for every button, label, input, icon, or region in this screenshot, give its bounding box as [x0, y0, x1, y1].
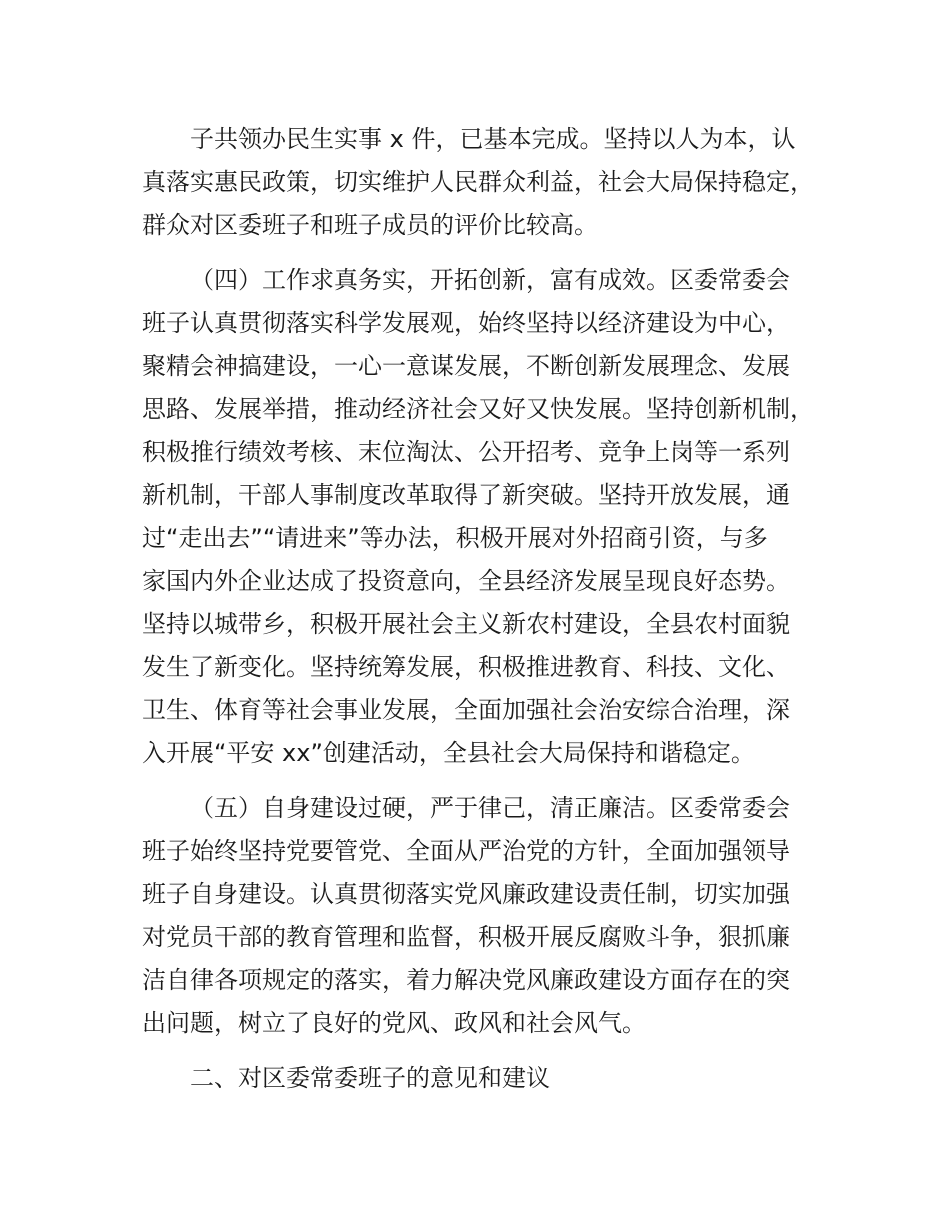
text-line: 真落实惠民政策，切实维护人民群众利益，社会大局保持稳定， [142, 168, 814, 196]
text-line: 卫生、体育等社会事业发展，全面加强社会治安综合治理，深 [142, 696, 790, 724]
text-line: 群众对区委班子和班子成员的评价比较高。 [142, 211, 598, 239]
text-line: 班子自身建设。认真贯彻落实党风廉政建设责任制，切实加强 [142, 880, 790, 908]
text-line: 发生了新变化。坚持统筹发展，积极推进教育、科技、文化、 [142, 653, 790, 681]
text-line: 家国内外企业达成了投资意向，全县经济发展呈现良好态势。 [142, 567, 790, 595]
text-line: 思路、发展举措，推动经济社会又好又快发展。坚持创新机制， [142, 395, 814, 423]
section-heading-text: 二、对区委常委班子的意见和建议 [190, 1064, 550, 1092]
document-body [142, 118, 842, 1100]
section-heading [142, 1057, 842, 1100]
text-line: 对党员干部的教育管理和监督，积极开展反腐败斗争，狠抓廉 [142, 923, 790, 951]
text-line: 聚精会神搞建设，一心一意谋发展，不断创新发展理念、发展 [142, 352, 790, 380]
text-line: 过“走出去”“请进来”等办法，积极开展对外招商引资，与多 [142, 524, 768, 552]
text-line: 班子始终坚持党要管党、全面从严治党的方针，全面加强领导 [142, 837, 790, 865]
text-line: 入开展“平安 xx”创建活动，全县社会大局保持和谐稳定。 [142, 739, 755, 767]
text-line: 班子认真贯彻落实科学发展观，始终坚持以经济建设为中心， [142, 309, 790, 337]
paragraph-2 [142, 259, 842, 775]
text-line: 积极推行绩效考核、末位淘汰、公开招考、竞争上岗等一系列 [142, 438, 790, 466]
text-line: 子共领办民生实事 x 件，已基本完成。坚持以人为本，认 [190, 125, 796, 153]
text-line: （五）自身建设过硬，严于律己，清正廉洁。区委常委会 [190, 794, 790, 822]
text-line: 坚持以城带乡，积极开展社会主义新农村建设，全县农村面貌 [142, 610, 790, 638]
text-line: （四）工作求真务实，开拓创新，富有成效。区委常委会 [190, 266, 790, 294]
text-line: 出问题，树立了良好的党风、政风和社会风气。 [142, 1009, 646, 1037]
paragraph-1 [142, 118, 842, 247]
paragraph-3 [142, 787, 842, 1045]
text-line: 洁自律各项规定的落实，着力解决党风廉政建设方面存在的突 [142, 966, 790, 994]
text-line: 新机制，干部人事制度改革取得了新突破。坚持开放发展，通 [142, 481, 790, 509]
